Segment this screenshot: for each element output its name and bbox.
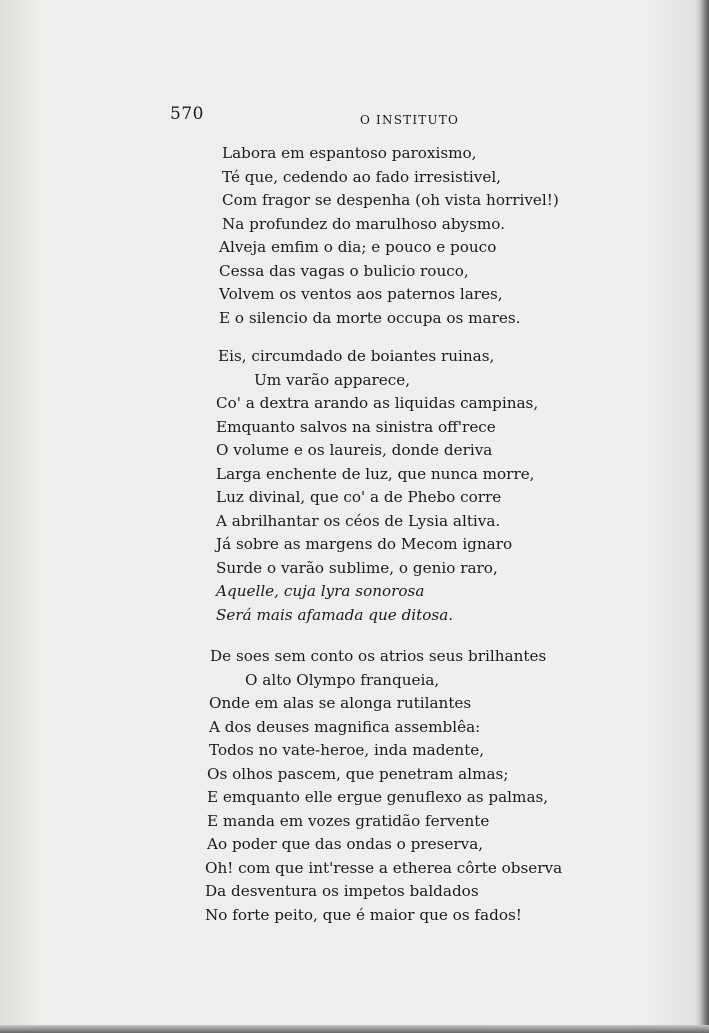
verse-line: Da desventura os impetos baldados [205,882,479,900]
verse-line: E emquanto elle ergue genuflexo as palmas, [207,788,549,806]
verse-line: Já sobre as margens do Mecom ignaro [216,535,513,553]
verse-line: Alveja emfim o dia; e pouco e pouco [219,238,497,256]
page-number: 570 [170,104,204,124]
stanza-1 [0,142,559,330]
verse-line: De soes sem conto os atrios seus brilhantes [210,647,547,665]
verse-line: Ao poder que das ondas o preserva, [207,835,484,853]
verse-line: Com fragor se despenha (oh vista horrivel!) [222,191,559,209]
verse-line: Os olhos pascem, que penetram almas; [207,764,509,783]
verse-line: A abrilhantar os céos de Lysia altiva. [216,511,501,530]
verse-line: Onde em alas se alonga rutilantes [209,694,472,712]
verse-line: Eis, circumdado de boiantes ruinas, [218,347,495,365]
verse-line: No forte peito, que é maior que os fados! [205,905,522,924]
page-edge-shadow-bottom [0,1025,709,1033]
verse-line-italic: Aquelle, cuja lyra sonorosa [216,582,425,600]
verse-line: Larga enchente de luz, que nunca morre, [216,464,535,483]
verse-line: O alto Olympo franqueia, [245,670,440,689]
verse-line: Té que, cedendo ao fado irresistivel, [222,167,502,186]
stanza-2 [0,345,538,627]
verse-line: Labora em espantoso paroxismo, [222,144,477,162]
running-head: O INSTITUTO [360,113,460,127]
verse-line: Cessa das vagas o bulicio rouco, [219,261,469,280]
verse-line: Oh! com que int'resse a etherea côrte observa [205,858,563,877]
verse-line: Volvem os ventos aos paternos lares, [219,285,503,303]
verse-line: O volume e os laureis, donde deriva [216,441,493,459]
verse-line-italic: Será mais afamada que ditosa. [216,605,454,624]
verse-line: Co' a dextra arando as liquidas campinas, [216,394,539,412]
verse-line: E o silencio da morte occupa os mares. [219,308,521,327]
page-edge-shadow-right [701,0,709,1033]
verse-line: Emquanto salvos na sinistra off'rece [216,417,496,436]
verse-line: Na profundez do marulhoso abysmo. [222,214,506,233]
verse-line: Um varão apparece, [254,370,411,389]
verse-line: A dos deuses magnifica assemblêa: [209,717,481,736]
stanza-3 [0,645,562,927]
verse-line: Surde o varão sublime, o genio raro, [216,558,498,577]
verse-line: E manda em vozes gratidão fervente [207,811,490,830]
verse-line: Todos no vate-heroe, inda madente, [209,741,485,759]
verse-line: Luz divinal, que co' a de Phebo corre [216,488,502,506]
